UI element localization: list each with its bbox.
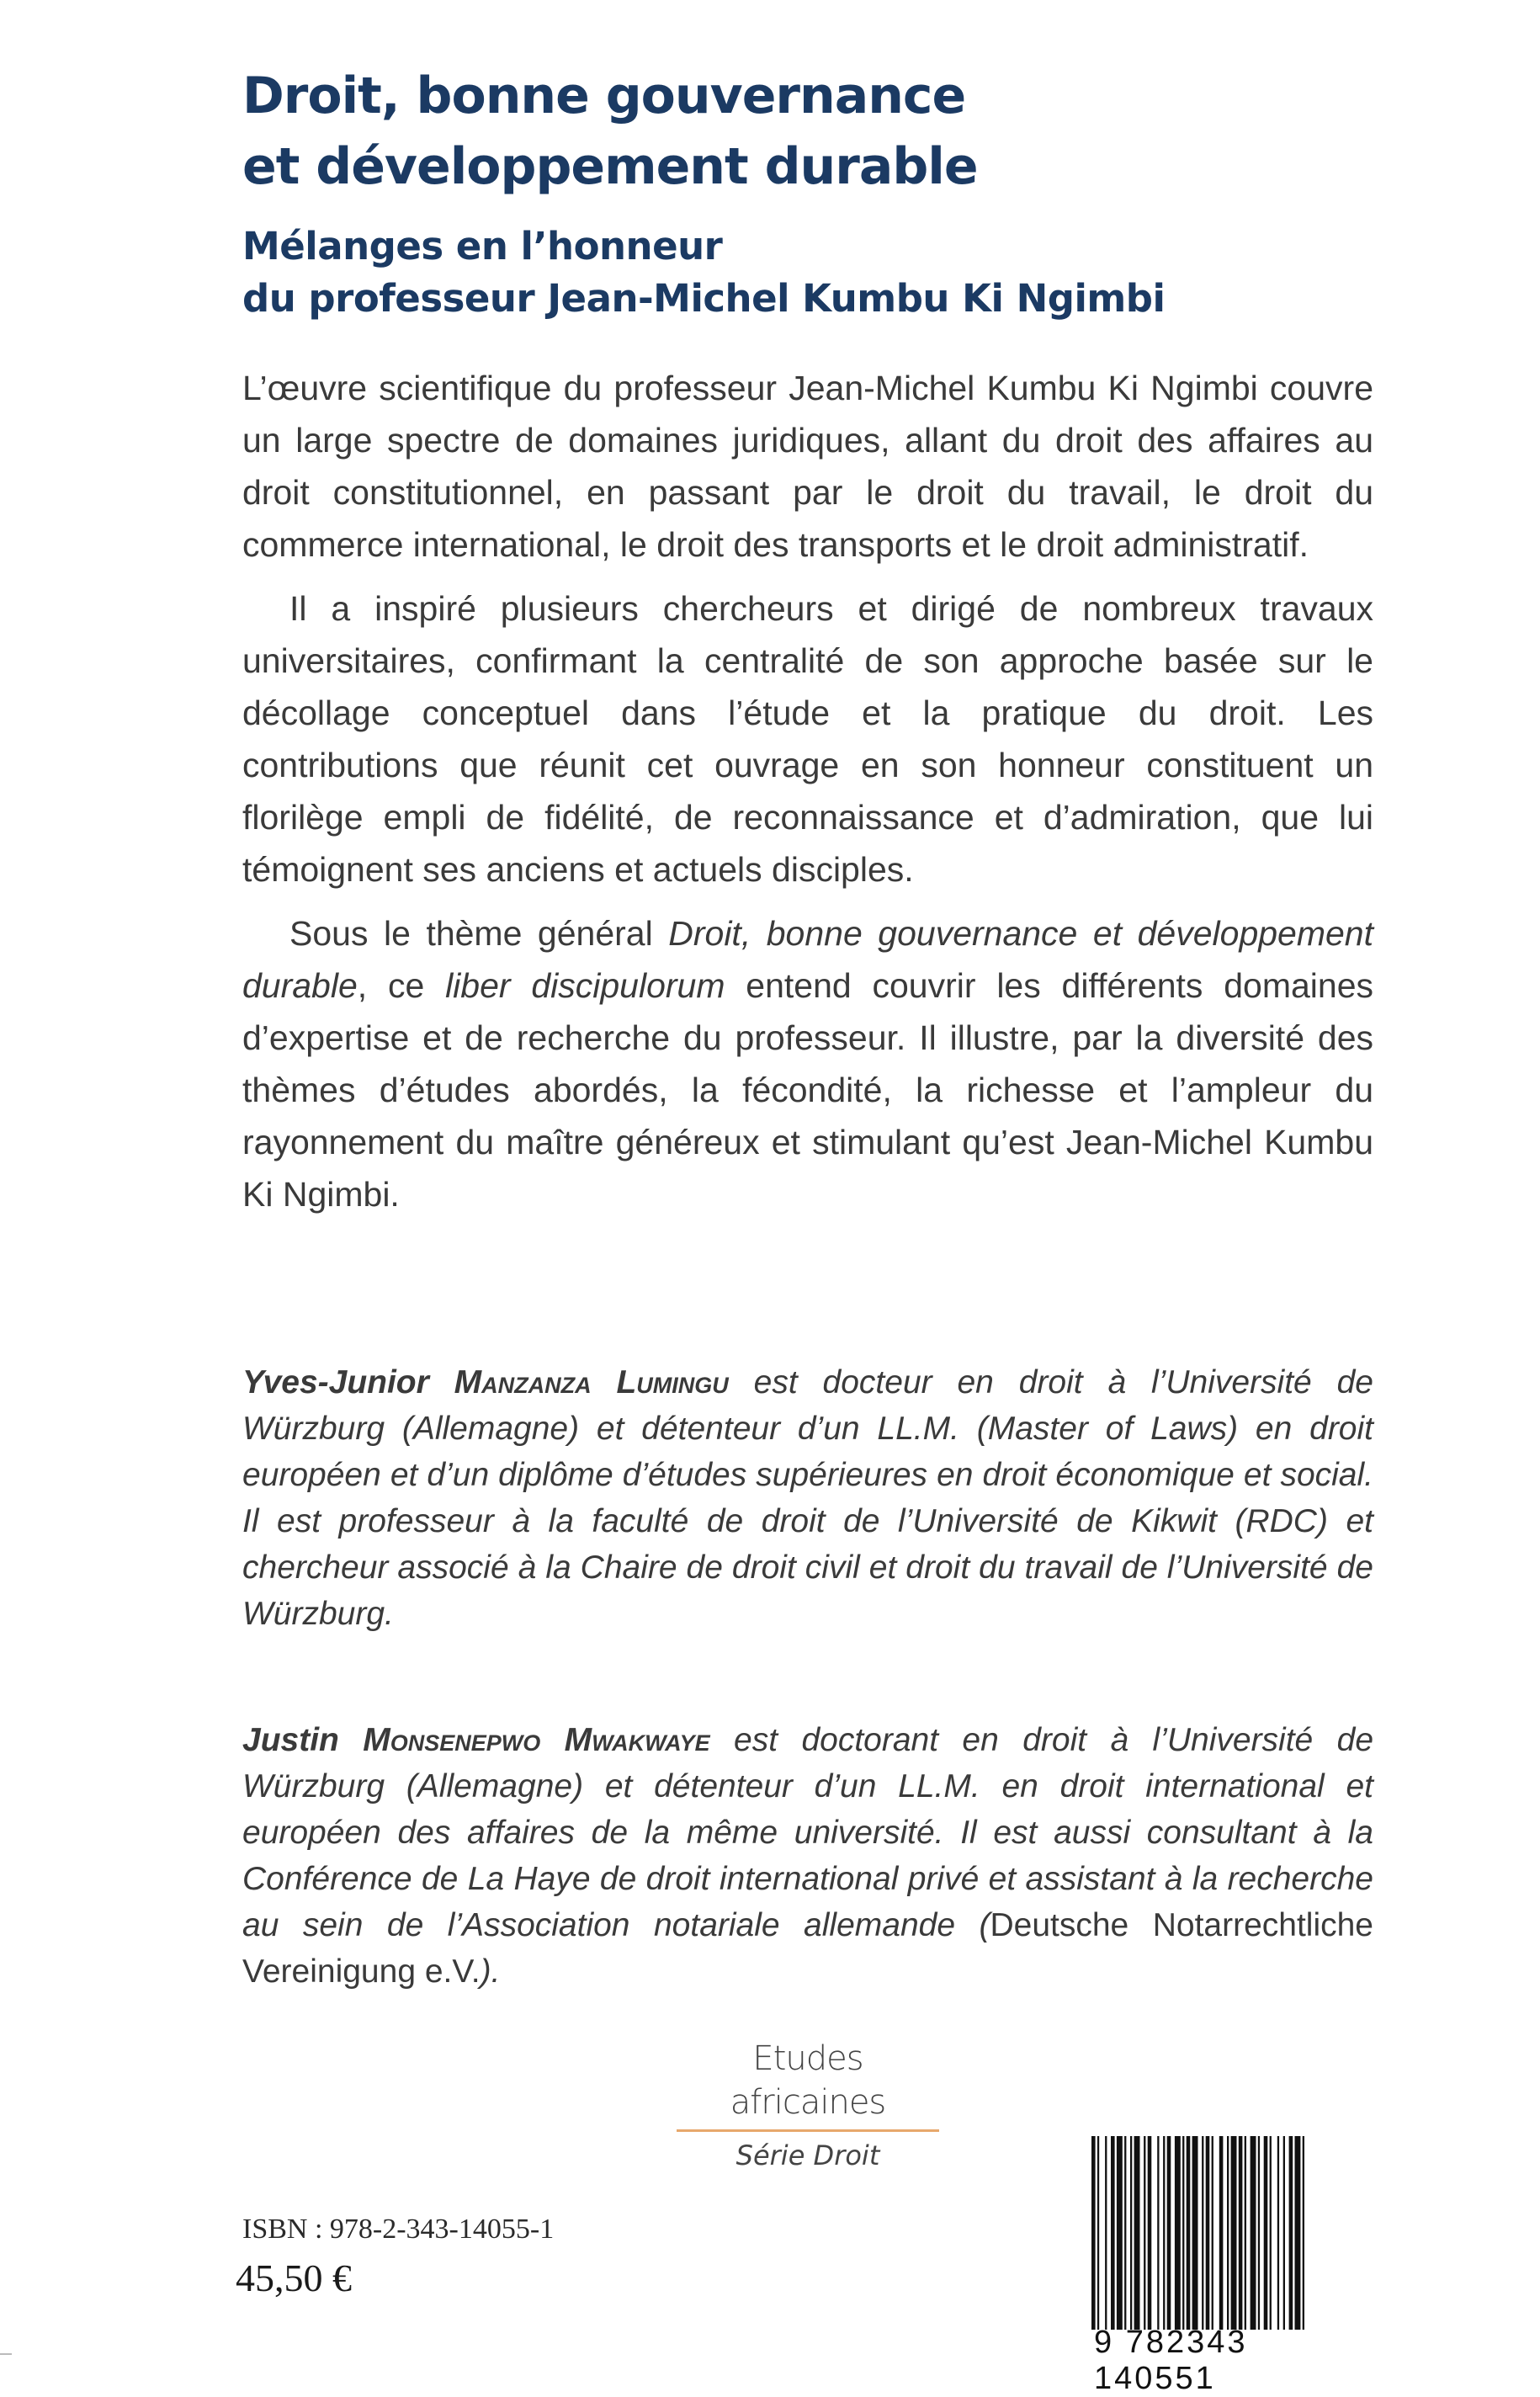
barcode-bar xyxy=(1091,2136,1096,2330)
barcode-bar xyxy=(1117,2136,1123,2330)
barcode-bar xyxy=(1227,2136,1229,2330)
barcode-bar xyxy=(1097,2136,1099,2330)
book-title xyxy=(242,61,978,202)
author-bio-2 xyxy=(242,1717,1373,1995)
price: 45,50 € xyxy=(236,2256,352,2299)
barcode-bar xyxy=(1258,2136,1260,2330)
p3-part-e: entend couvrir les différents domaines d’expertise et de recherche du professeur. Il illustre, par la diversité des thèmes d’études abordés, la fécondité, la richesse et l’ampleur du rayonnement du maître généreux et stimulant qu’est Jean-Michel Kumbu Ki Ngimbi. xyxy=(242,966,1373,1214)
author-2-first-name: Justin xyxy=(242,1722,364,1758)
author-2-bio-end: ). xyxy=(480,1953,501,1990)
book-subtitle xyxy=(242,221,1165,325)
isbn: ISBN : 978-2-343-14055-1 xyxy=(242,2214,555,2245)
title-line-1: Droit, bonne gouvernance xyxy=(242,66,966,125)
barcode-bar xyxy=(1283,2136,1285,2330)
p3-part-a: Sous le thème général xyxy=(289,914,669,953)
barcode-icon xyxy=(1090,2136,1376,2330)
barcode-bar xyxy=(1245,2136,1246,2330)
barcode-bar xyxy=(1239,2136,1243,2330)
title-line-2: et développement durable xyxy=(242,137,978,196)
author-2-last-name: Monsenepwo Mwakwaye xyxy=(363,1722,710,1758)
barcode-bar xyxy=(1148,2136,1152,2330)
collection-series: Etudes africaines xyxy=(730,2039,886,2122)
barcode-bar xyxy=(1303,2136,1304,2330)
author-1-first-name: Yves-Junior xyxy=(242,1364,454,1400)
barcode-bar xyxy=(1277,2136,1279,2330)
collection-logo xyxy=(673,2037,943,2172)
barcode-bar xyxy=(1219,2136,1224,2330)
barcode-bar xyxy=(1175,2136,1181,2330)
barcode-bar xyxy=(1163,2136,1165,2330)
p3-liber-discipulorum: liber discipulorum xyxy=(445,966,725,1005)
collection-subseries: Série Droit xyxy=(735,2139,880,2171)
barcode-bar xyxy=(1270,2136,1272,2330)
barcode-bar xyxy=(1289,2136,1293,2330)
barcode-bar xyxy=(1157,2136,1159,2330)
author-1-last-name: Manzanza Lumingu xyxy=(454,1364,729,1400)
barcode-bar xyxy=(1105,2136,1107,2330)
barcode-bar xyxy=(1182,2136,1184,2330)
author-2-association-name: Deutsche Notarrechtliche Vereinigung e.V. xyxy=(242,1907,1373,1990)
summary-paragraph-3 xyxy=(242,907,1373,1220)
barcode-bar xyxy=(1206,2136,1210,2330)
barcode-bar xyxy=(1167,2136,1171,2330)
subtitle-line-1: Mélanges en l’honneur xyxy=(242,224,723,268)
summary-paragraph-2: Il a inspiré plusieurs chercheurs et dirigé de nombreux travaux universitaires, confirmant la centralité de son approche basée sur le décollage conceptuel dans l’étude et la pratique du droit. Les contributions que réunit cet ouvrage en son honneur constituent un florilège empli de fidélité, de reconnaissance et d’admiration, que lui témoignent ses anciens et actuels disciples. xyxy=(242,589,1373,889)
barcode-bar xyxy=(1202,2136,1203,2330)
barcode-bar xyxy=(1295,2136,1301,2330)
barcode-bar xyxy=(1212,2136,1213,2330)
author-bio-1 xyxy=(242,1359,1373,1637)
barcode-bar xyxy=(1124,2136,1126,2330)
barcode-bar xyxy=(1264,2136,1268,2330)
summary-paragraph-1: L’œuvre scientifique du professeur Jean-Michel Kumbu Ki Ngimbi couvre un large spectre de domaines juridiques, allant du droit des affaires au droit constitutionnel, en passant par le droit du travail, le droit du commerce international, le droit des transports et le droit administratif. xyxy=(242,369,1373,564)
collection-rule xyxy=(677,2129,939,2132)
barcode-bar xyxy=(1144,2136,1145,2330)
barcode-bar xyxy=(1134,2136,1140,2330)
barcode-bar xyxy=(1187,2136,1191,2330)
subtitle-line-2: du professeur Jean-Michel Kumbu Ki Ngimbi xyxy=(242,276,1166,321)
barcode-bar xyxy=(1111,2136,1115,2330)
author-1-bio-text: est docteur en droit à l’Université de Würzburg (Allemagne) et détenteur d’un LL.M. (Master of Laws) en droit européen et d’un diplôme d’études supérieures en droit économique et social. Il est professeur à la faculté de droit de l’Université de Kikwit (RDC) et chercheur associé à la Chaire de droit civil et droit du travail de l’Université de Würzburg. xyxy=(242,1364,1373,1632)
summary-text xyxy=(242,362,1373,1232)
barcode-bar xyxy=(1130,2136,1132,2330)
author-2-bio-text: est doctorant en droit à l’Université de Würzburg (Allemagne) et détenteur d’un LL.M. en droit international et européen des affaires de la même université. Il est aussi consultant à la Conférence de La Haye de droit international privé et assistant à la recherche au sein de l’Association notariale allemande ( xyxy=(242,1722,1374,1943)
barcode-digits: 9 782343 140551 xyxy=(1094,2325,1248,2396)
p3-theme-title: Droit, bonne gouvernance et développement durable xyxy=(242,914,1374,1005)
barcode-bar xyxy=(1231,2136,1237,2330)
barcode-bar xyxy=(1251,2136,1256,2330)
crop-mark xyxy=(0,2353,12,2367)
barcode-bar xyxy=(1192,2136,1198,2330)
p3-part-c: , ce xyxy=(357,966,446,1005)
